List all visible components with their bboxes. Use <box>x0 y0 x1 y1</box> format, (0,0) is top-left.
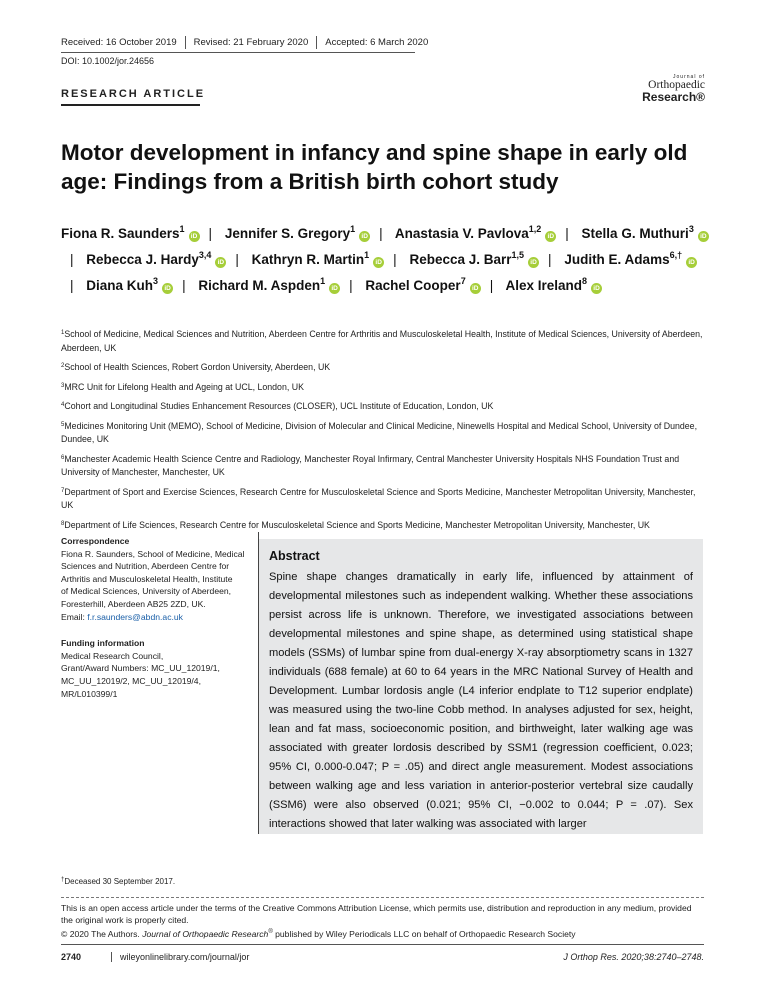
author-name[interactable]: Rebecca J. Hardy <box>86 252 199 267</box>
author-separator: | <box>235 252 239 267</box>
orcid-icon[interactable]: iD <box>698 231 709 242</box>
author-separator: | <box>393 252 397 267</box>
article-title: Motor development in infancy and spine shape in early old age: Findings from a British birth cohort study <box>61 140 688 194</box>
author-separator: | <box>208 226 213 241</box>
orcid-icon[interactable]: iD <box>470 283 481 294</box>
author-separator: | <box>489 278 494 293</box>
affiliation-number: 4 <box>61 402 65 408</box>
page-number: 2740 <box>61 952 82 962</box>
author-separator: | <box>70 252 74 267</box>
affiliation-number: 3 <box>61 382 65 389</box>
author-name[interactable]: Rachel Cooper <box>365 278 461 293</box>
correspondence-line: Arthritis and Musculoskeletal Health, Institute <box>61 573 233 584</box>
affiliation-text: School of Medicine, Medical Sciences and Nutrition, Aberdeen Centre for Arthritis and Musculoskeletal Health, Institute of Medical Sciences, University of Aberdeen, Aberdeen, UK <box>61 329 703 353</box>
author[interactable] <box>225 226 370 241</box>
author-name[interactable]: Richard M. Aspden <box>198 278 321 293</box>
affiliation-list <box>61 328 706 538</box>
funding-line: MC_UU_12019/2, MC_UU_12019/4, <box>61 675 201 686</box>
correspondence-line: of Medical Sciences, University of Aberdeen, <box>61 586 232 597</box>
email-label: Email: <box>61 611 85 622</box>
affiliation <box>61 420 706 447</box>
orcid-icon[interactable]: iD <box>359 231 370 242</box>
affiliation <box>61 519 706 533</box>
affiliation-number: 5 <box>61 421 65 428</box>
author-affiliation-sup: 7 <box>460 276 466 286</box>
license-text: This is an open access article under the terms of the Creative Commons Attribution License, which permits use, distribution and reproduction in any medium, provided the original work is properly cited. <box>61 903 692 925</box>
author[interactable] <box>564 252 697 267</box>
author-affiliation-sup: 3 <box>688 224 694 234</box>
accepted-date: Accepted: 6 March 2020 <box>316 36 436 49</box>
author-name[interactable]: Rebecca J. Barr <box>409 252 512 267</box>
funding-line: Medical Research Council, <box>61 650 164 661</box>
author-affiliation-sup: 3 <box>153 276 159 286</box>
affiliation-text: Medicines Monitoring Unit (MEMO), School of Medicine, Division of Molecular and Clinical Medicine, Ninewells Hospital and Medical School, University of Dundee, Dundee, UK <box>61 420 698 444</box>
received-date: Received: 16 October 2019 <box>61 37 177 48</box>
author-affiliation-sup: 1 <box>179 224 185 234</box>
header-divider <box>61 52 415 53</box>
author[interactable] <box>61 226 200 241</box>
affiliation <box>61 381 706 395</box>
author[interactable] <box>86 252 226 267</box>
orcid-icon[interactable]: iD <box>215 257 226 268</box>
author-list <box>61 221 711 299</box>
abstract-heading: Abstract <box>269 549 320 563</box>
orcid-icon[interactable]: iD <box>528 257 539 268</box>
affiliation-text: Cohort and Longitudinal Studies Enhancement Resources (CLOSER), UCL Institute of Education, London, UK <box>64 401 494 411</box>
affiliation-number: 6 <box>61 454 65 461</box>
affiliation-text: School of Health Sciences, Robert Gordon University, Aberdeen, UK <box>64 362 331 372</box>
footnote <box>61 877 175 886</box>
author-name[interactable]: Jennifer S. Gregory <box>224 226 351 241</box>
orcid-icon[interactable]: iD <box>373 257 384 268</box>
correspondence-line: Foresterhill, Aberdeen AB25 2ZD, UK. <box>61 598 206 609</box>
author-name[interactable]: Anastasia V. Pavlova <box>394 226 529 241</box>
correspondence-block <box>61 535 251 700</box>
author-separator: | <box>70 278 74 293</box>
author-separator: | <box>565 226 569 241</box>
affiliation <box>61 400 706 414</box>
copyright-pre: © 2020 The Authors. <box>61 928 140 939</box>
journal-logo <box>642 74 705 103</box>
logo-journal-of: Journal of <box>673 74 705 80</box>
affiliation <box>61 361 706 375</box>
footnote-mark: † <box>61 877 65 883</box>
revised-date: Revised: 21 February 2020 <box>185 36 317 49</box>
author-affiliation-sup: 6,† <box>669 250 683 260</box>
doi[interactable]: DOI: 10.1002/jor.24656 <box>61 56 155 66</box>
affiliation-number: 2 <box>61 363 65 369</box>
author-affiliation-sup: 1 <box>350 224 356 234</box>
author-affiliation-sup: 1,2 <box>528 224 542 234</box>
copyright-line: © 2020 The Authors. Journal of Orthopaedic Research® published by Wiley Periodicals LLC on behalf of Orthopaedic Research Society <box>61 928 576 939</box>
funding-line: MR/L010399/1 <box>61 688 118 699</box>
copyright-journal: Journal of Orthopaedic Research <box>142 928 269 939</box>
affiliation <box>61 486 706 513</box>
author-name[interactable]: Diana Kuh <box>86 278 154 293</box>
funding-heading: Funding information <box>61 638 145 649</box>
article-type-underline <box>61 104 200 106</box>
citation: J Orthop Res. 2020;38:2740–2748. <box>563 952 704 962</box>
author-affiliation-sup: 1,5 <box>511 250 525 260</box>
author-name[interactable]: Stella G. Muthuri <box>581 226 689 241</box>
copyright-post: published by Wiley Periodicals LLC on behalf of Orthopaedic Research Society <box>275 928 576 939</box>
author-separator: | <box>349 278 353 293</box>
author-name[interactable]: Kathryn R. Martin <box>251 252 365 267</box>
affiliation <box>61 453 706 480</box>
author-separator: | <box>379 226 383 241</box>
author[interactable] <box>365 278 480 293</box>
author[interactable] <box>505 278 602 293</box>
author[interactable] <box>409 252 539 267</box>
funding-line: Grant/Award Numbers: MC_UU_12019/1, <box>61 663 220 674</box>
author-affiliation-sup: 1 <box>364 250 370 260</box>
orcid-icon[interactable]: iD <box>162 283 173 294</box>
affiliation-text: Department of Sport and Exercise Sciences, Research Centre for Musculoskeletal Science and Sports Medicine, Manchester Metropolitan University, Manchester, UK <box>61 486 696 510</box>
author[interactable] <box>198 278 340 293</box>
author-name[interactable]: Fiona R. Saunders <box>61 226 180 241</box>
author[interactable] <box>86 278 173 293</box>
author[interactable] <box>252 252 385 267</box>
correspondence-line: Fiona R. Saunders, School of Medicine, Medical <box>61 548 245 559</box>
author-affiliation-sup: 3,4 <box>198 250 212 260</box>
affiliation-text: MRC Unit for Lifelong Health and Ageing at UCL, London, UK <box>64 381 304 392</box>
article-dates <box>61 36 436 49</box>
affiliation-text: Manchester Academic Health Science Centre and Radiology, Manchester Royal Infirmary, Central Manchester University Hospitals NHS Foundation Trust and University of Manchester, Manchester, UK <box>61 453 680 477</box>
orcid-icon[interactable]: iD <box>591 283 602 294</box>
author-separator: | <box>548 252 552 267</box>
correspondence-heading: Correspondence <box>61 536 130 546</box>
author-affiliation-sup: 8 <box>582 276 588 286</box>
author-name[interactable]: Judith E. Adams <box>564 252 670 267</box>
footer-divider <box>61 944 704 945</box>
footnote-text: Deceased 30 September 2017. <box>64 877 176 886</box>
orcid-icon[interactable]: iD <box>189 231 200 242</box>
email-link[interactable]: f.r.saunders@abdn.ac.uk <box>87 611 183 622</box>
orcid-icon[interactable]: iD <box>686 257 697 268</box>
author[interactable] <box>395 226 556 241</box>
email-row <box>61 611 251 624</box>
author[interactable] <box>582 226 709 241</box>
page-footer <box>61 952 704 962</box>
author-name[interactable]: Alex Ireland <box>505 278 582 293</box>
abstract-text: Spine shape changes dramatically in early life, influenced by attainment of developmental milestones such as independent walking. Whether these associations persist across life is unknown. Therefore, we investigated associations between developmental milestones and spine shape, as determined using statistical shape models (SSMs) of lumbar spine from dual-energy X-ray absorptiometry scans in 1327 individuals (688 female) at 60 to 64 years in the MRC National Survey of Health and Development. Lumbar lordosis angle (L4 inferior endplate to T12 superior endplate) was measured using the two-line Cobb method. In analyses adjusted for sex, height, lean and fat mass, socioeconomic position, and birthweight, later walking age was associated with greater lordosis described by SSM1 (regression coefficient, 0.023; 95% CI, 0.000-0.047; P = .05) and direct angle measurement. Modest associations between walking age and less variation in anterior-posterior vertebral size caudally (SSM6) were also observed (0.021; 95% CI, −0.002 to 0.044; P = .07). Sex interactions showed that later walking was associated with larger <box>269 571 693 830</box>
author-affiliation-sup: 1 <box>320 276 326 286</box>
affiliation-number: 8 <box>61 520 65 527</box>
dashed-divider <box>61 897 704 898</box>
orcid-icon[interactable]: iD <box>329 283 340 294</box>
correspondence-line: Sciences and Nutrition, Aberdeen Centre for <box>61 561 230 572</box>
logo-research: Research® <box>642 90 705 104</box>
affiliation-number: 7 <box>61 487 65 494</box>
abstract-box <box>259 539 703 834</box>
article-type: RESEARCH ARTICLE <box>61 88 206 100</box>
journal-url[interactable]: wileyonlinelibrary.com/journal/jor <box>111 952 249 962</box>
affiliation-text: Department of Life Sciences, Research Centre for Musculoskeletal Science and Sports Medicine, Manchester Metropolitan University, Manchester, UK <box>64 519 650 530</box>
affiliation <box>61 328 706 355</box>
logo-orthopaedic: Orthopaedic <box>648 79 705 91</box>
orcid-icon[interactable]: iD <box>545 231 556 242</box>
affiliation-number: 1 <box>61 330 65 336</box>
license-block <box>61 902 704 940</box>
author-separator: | <box>182 278 186 293</box>
